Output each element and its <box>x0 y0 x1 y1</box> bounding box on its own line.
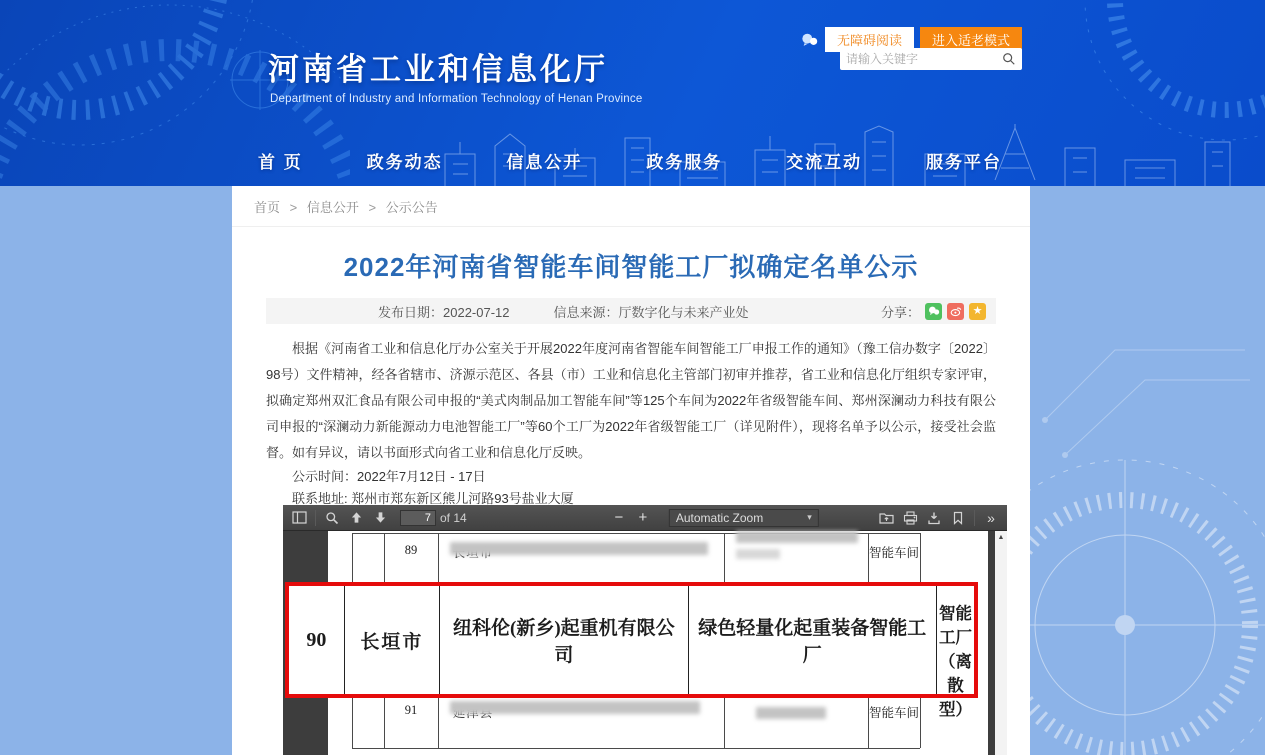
search-icon[interactable] <box>1002 52 1016 66</box>
page-number-input[interactable] <box>400 510 436 526</box>
elder-mode-button[interactable]: 进入适老模式 <box>920 27 1022 52</box>
open-file-icon[interactable] <box>874 508 898 528</box>
publish-date: 发布日期：2022-07-12 <box>378 304 510 320</box>
breadcrumb-home[interactable]: 首页 <box>254 200 281 215</box>
highlight-project: 绿色轻量化起重装备智能工厂 <box>689 586 937 694</box>
pdf-toolbar <box>283 505 1007 531</box>
highlight-type-line1: 智能工厂 <box>939 604 972 647</box>
content-panel <box>232 186 1030 755</box>
breadcrumb <box>232 186 1030 227</box>
breadcrumb-separator: > <box>289 200 298 215</box>
zoom-in-icon[interactable]: + <box>638 509 648 526</box>
redacted-project <box>756 707 826 719</box>
zoom-out-icon[interactable]: − <box>614 509 624 526</box>
accessibility-reading-button[interactable]: 无障碍阅读 <box>825 27 914 52</box>
download-icon[interactable] <box>922 508 946 528</box>
share-weibo-icon[interactable] <box>947 303 964 320</box>
table-row-type: 智能车间 <box>868 706 919 720</box>
table-row-seq: 89 <box>404 543 418 557</box>
sidebar-toggle-icon[interactable] <box>287 508 311 528</box>
article-title: 2022年河南省智能车间智能工厂拟确定名单公示 <box>343 252 919 282</box>
pdf-page-area <box>283 531 1007 755</box>
bookmark-icon[interactable] <box>946 508 970 528</box>
toolbar-divider <box>974 510 975 526</box>
redacted-company <box>450 701 700 714</box>
redacted-project <box>736 549 780 559</box>
nav-item-home[interactable]: 首 页 <box>258 153 303 172</box>
chat-bubbles-icon <box>801 33 819 47</box>
main-nav <box>258 148 1002 173</box>
zoom-level-dropdown[interactable] <box>669 509 819 527</box>
article-body <box>266 336 996 505</box>
share-qzone-icon[interactable]: ★ <box>969 303 986 320</box>
nav-item-gov-news[interactable]: 政务动态 <box>366 153 443 172</box>
page-count-label: of 14 <box>440 510 467 525</box>
search-input[interactable] <box>846 52 1002 66</box>
pdf-viewer <box>283 505 1007 755</box>
article-paragraph: 根据《河南省工业和信息化厅办公室关于开展2022年度河南省智能车间智能工厂申报工作的通知》（豫工信办数字〔2022〕98号）文件精神，经各省辖市、济源示范区、各县（市）工业和信息化主管部门初审并推荐，省工业和信息化厅组织专家评审，拟确定郑州双汇食品有限公司申报的“美式肉制品加工智能车间”等125个车间为2022年省级智能车间、郑州深澜动力科技有限公司申报的“深澜动力新能源动力电池智能工厂”等60个工厂为2022年省级智能工厂（详见附件），现将名单予以公示，接受社会监督。如有异议，请以书面形式向省工业和信息化厅反映。 <box>266 341 996 460</box>
site-title: 河南省工业和信息化厅 <box>268 52 608 87</box>
table-line <box>352 748 920 749</box>
pdf-scrollbar[interactable] <box>995 531 1007 755</box>
redacted-project <box>736 531 858 543</box>
table-row-seq: 91 <box>404 703 418 717</box>
scroll-up-icon[interactable]: ▲ <box>997 534 1005 541</box>
highlight-company: 纽科伦(新乡)起重机有限公司 <box>440 586 688 694</box>
highlight-type-line2: （离散型） <box>939 652 972 719</box>
site-search[interactable] <box>840 48 1022 70</box>
table-row-type: 智能车间 <box>868 546 919 560</box>
contact-address-line: 联系地址: 郑州市郑东新区熊儿河路93号盐业大厦 <box>292 491 574 505</box>
zoom-level-value: Automatic Zoom <box>675 510 764 525</box>
nav-item-service-platform[interactable]: 服务平台 <box>925 153 1002 172</box>
secondary-toolbar-toggle-icon[interactable]: » <box>987 509 995 526</box>
publicity-period-line: 公示时间：2022年7月12日 - 17日 <box>292 469 486 484</box>
share-wechat-icon[interactable] <box>925 303 942 320</box>
share-label: 分享： <box>880 304 920 320</box>
chevron-down-icon: ▾ <box>807 512 812 522</box>
nav-item-info-disclosure[interactable]: 信息公开 <box>506 153 583 172</box>
print-icon[interactable] <box>898 508 922 528</box>
highlight-type <box>937 586 974 719</box>
highlight-region: 长垣市 <box>345 586 440 694</box>
breadcrumb-announcements[interactable]: 公示公告 <box>385 200 438 215</box>
nav-item-gov-services[interactable]: 政务服务 <box>646 153 723 172</box>
highlight-seq: 90 <box>289 586 345 694</box>
nav-item-interaction[interactable]: 交流互动 <box>786 153 863 172</box>
breadcrumb-separator: > <box>368 200 377 215</box>
page-down-icon[interactable] <box>368 508 392 528</box>
redacted-company <box>450 542 708 555</box>
page-up-icon[interactable] <box>344 508 368 528</box>
find-icon[interactable] <box>320 508 344 528</box>
site-subtitle: Department of Industry and Information Technology of Henan Province <box>270 93 643 105</box>
article-meta-bar <box>266 298 996 324</box>
site-header <box>0 0 1265 186</box>
info-source: 信息来源：厅数字化与未来产业处 <box>553 304 749 320</box>
circuit-decoration-right <box>1035 220 1255 460</box>
breadcrumb-info-disclosure[interactable]: 信息公开 <box>306 200 359 215</box>
toolbar-divider <box>315 510 316 526</box>
